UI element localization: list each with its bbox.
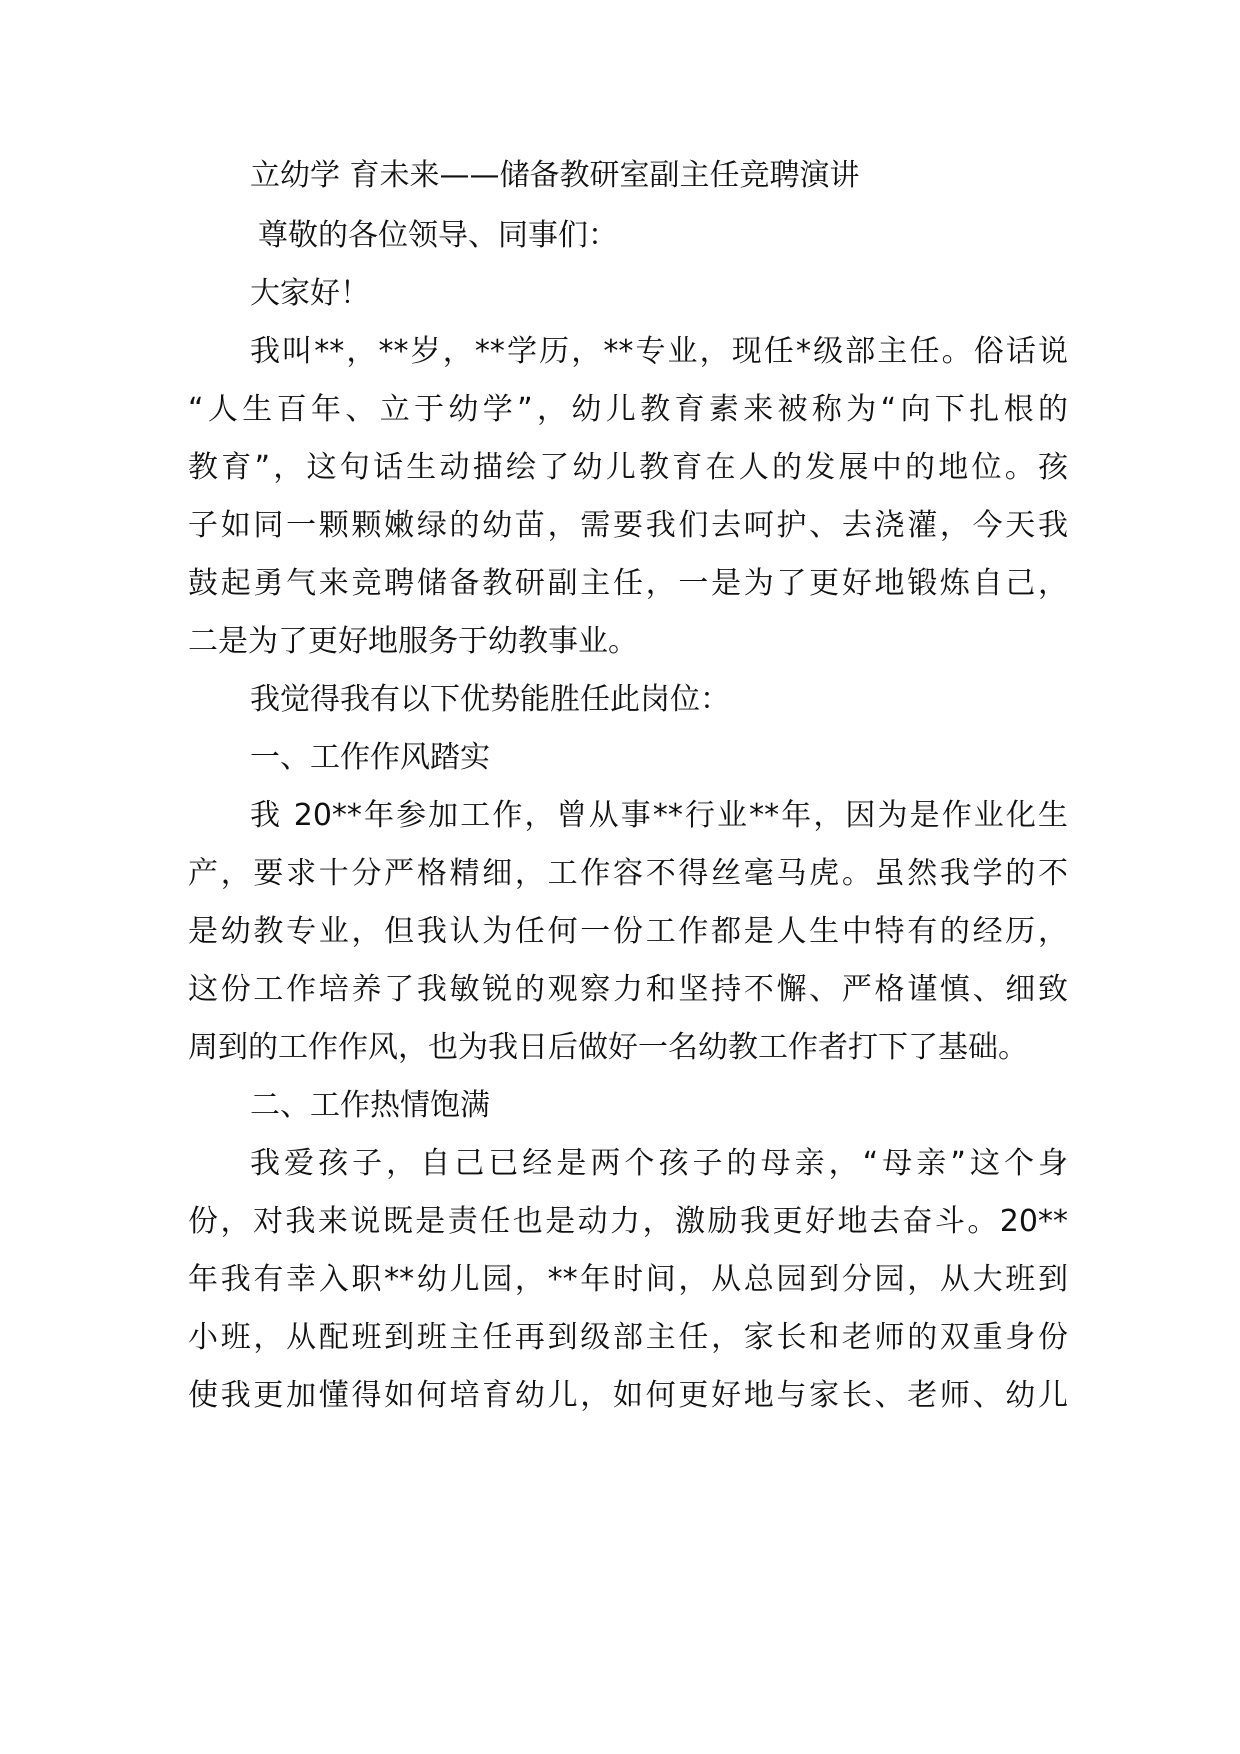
paragraph-line: 是幼教专业，但我认为任何一份工作都是人生中特有的经历，	[188, 914, 1068, 949]
paragraph-line: 子如同一颗颗嫩绿的幼苗，需要我们去呵护、去浇灌，今天我	[188, 508, 1068, 543]
paragraph-line: 产，要求十分严格精细，工作容不得丝毫马虎。虽然我学的不	[188, 856, 1068, 891]
section-heading-1: 一、工作作风踏实	[250, 740, 490, 775]
paragraph-line: 周到的工作作风，也为我日后做好一名幼教工作者打下了基础。	[188, 1030, 1028, 1065]
paragraph-line: 份，对我来说既是责任也是动力，激励我更好地去奋斗。20**	[188, 1204, 1068, 1239]
paragraph-line: 这份工作培养了我敏锐的观察力和坚持不懈、严格谨慎、细致	[188, 972, 1068, 1007]
salutation: 尊敬的各位领导、同事们：	[258, 218, 618, 253]
paragraph-line: 鼓起勇气来竞聘储备教研副主任，一是为了更好地锻炼自己，	[188, 566, 1068, 601]
paragraph-line: 我 20**年参加工作，曾从事**行业**年，因为是作业化生	[250, 798, 1068, 833]
paragraph-line: “人生百年、立于幼学”，幼儿教育素来被称为“向下扎根的	[188, 392, 1068, 427]
section-heading-2: 二、工作热情饱满	[250, 1088, 490, 1123]
paragraph-line: 二是为了更好地服务于幼教事业。	[188, 624, 638, 659]
paragraph-line: 我叫**，**岁，**学历，**专业，现任*级部主任。俗话说	[250, 334, 1068, 369]
paragraph-line: 使我更加懂得如何培育幼儿，如何更好地与家长、老师、幼儿	[188, 1378, 1068, 1413]
paragraph-line: 我爱孩子，自己已经是两个孩子的母亲，“母亲”这个身	[250, 1146, 1068, 1181]
paragraph-line: 教育”，这句话生动描绘了幼儿教育在人的发展中的地位。孩	[188, 450, 1068, 485]
paragraph-line: 小班，从配班到班主任再到级部主任，家长和老师的双重身份	[188, 1320, 1068, 1355]
greeting: 大家好！	[250, 276, 370, 311]
document-title: 立幼学 育未来——储备教研室副主任竞聘演讲	[250, 158, 860, 193]
paragraph-line: 年我有幸入职**幼儿园，**年时间，从总园到分园，从大班到	[188, 1262, 1068, 1297]
advantages-intro: 我觉得我有以下优势能胜任此岗位：	[250, 682, 730, 717]
